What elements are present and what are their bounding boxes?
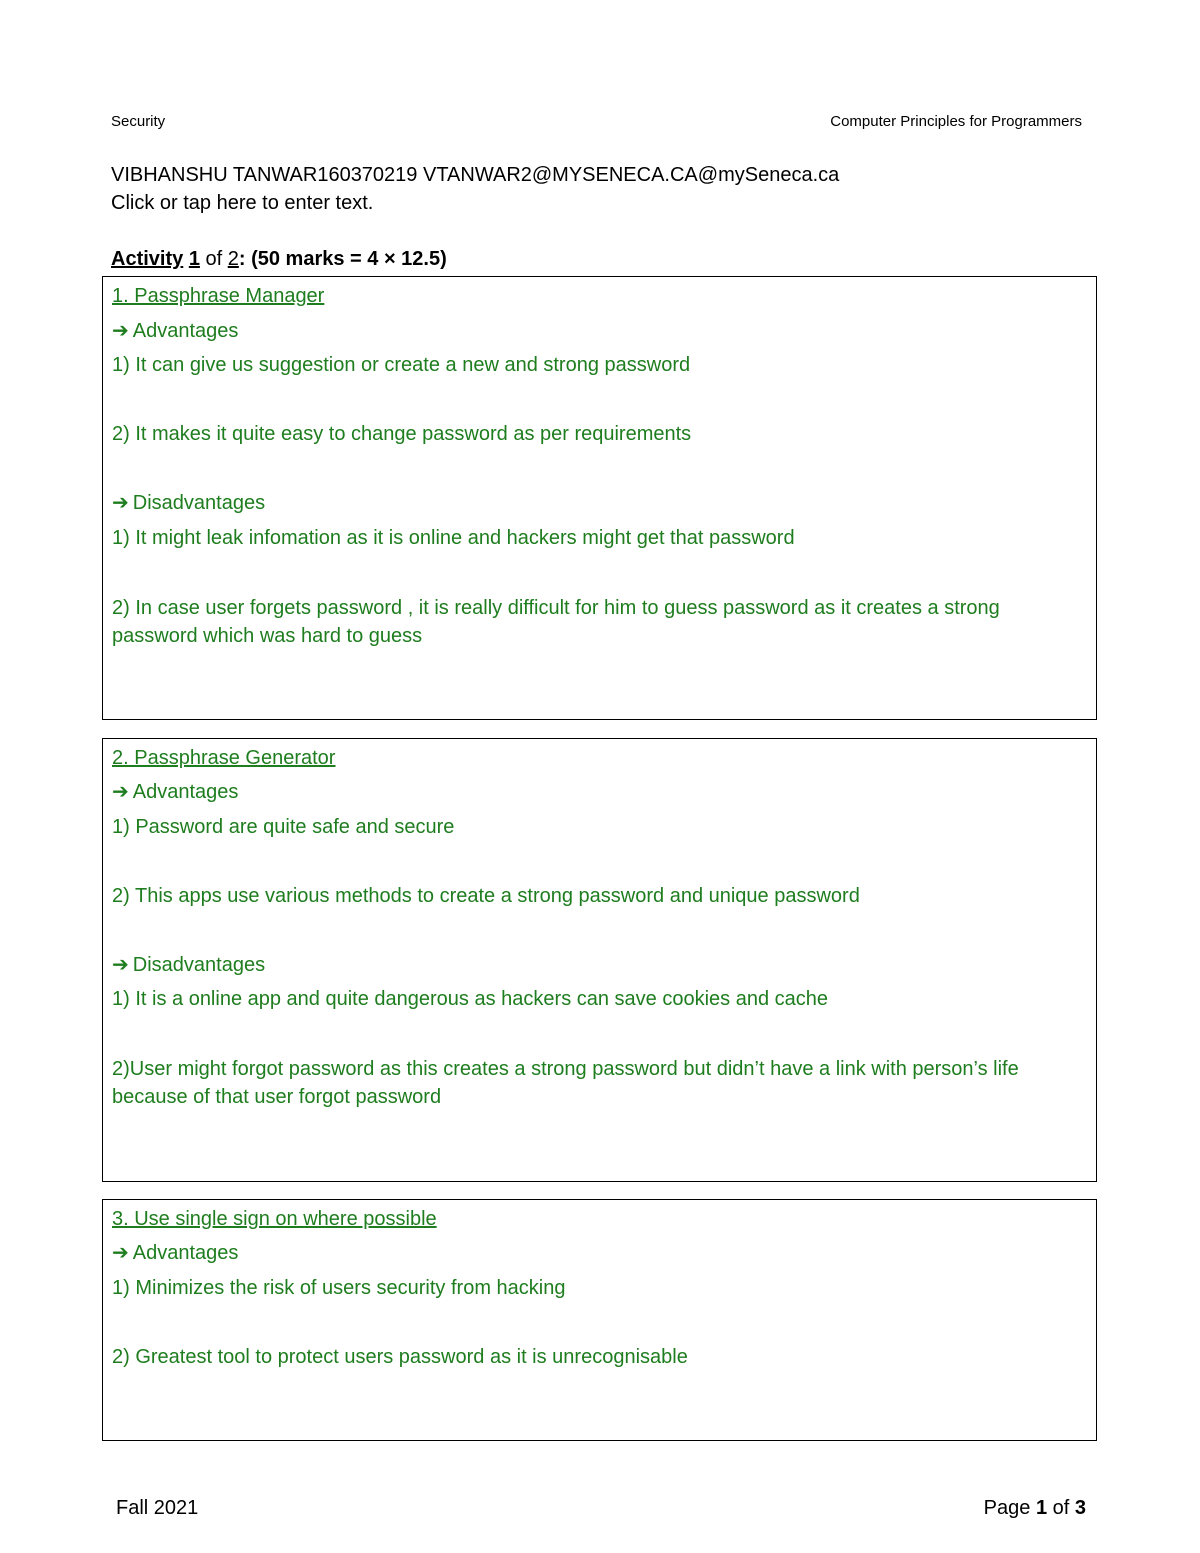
arrow-right-icon: ➔ xyxy=(112,954,129,976)
arrow-right-icon: ➔ xyxy=(112,320,129,342)
arrow-right-icon: ➔ xyxy=(112,1242,129,1264)
list-item: 2) This apps use various methods to create a strong password and unique password xyxy=(112,885,860,907)
disadvantages-heading xyxy=(112,951,265,979)
list-item: 1) It is a online app and quite dangerous as hackers can save cookies and cache xyxy=(112,988,829,1010)
section-title: 2. Passphrase Generator xyxy=(112,747,336,769)
advantages-heading xyxy=(112,317,238,345)
activity-of: of xyxy=(199,248,228,270)
page-of: of xyxy=(1052,1497,1070,1519)
disadvantages-heading xyxy=(112,489,265,517)
list-item: 2) In case user forgets password , it is really difficult for him to guess password as it creates a strong password which was hard to guess xyxy=(112,597,1000,647)
advantages-label: Advantages xyxy=(132,781,239,803)
section-title: 1. Passphrase Manager xyxy=(112,285,325,307)
list-item: 2) It makes it quite easy to change password as per requirements xyxy=(112,423,692,445)
answer-box-2[interactable] xyxy=(102,738,1097,1182)
answer-box-3[interactable] xyxy=(102,1199,1097,1441)
list-item: 2) Greatest tool to protect users password as it is unrecognisable xyxy=(112,1346,688,1368)
activity-num: 1 xyxy=(188,248,200,270)
activity-heading xyxy=(111,248,447,271)
advantages-heading xyxy=(112,1239,238,1267)
list-item: 1) Password are quite safe and secure xyxy=(112,816,455,838)
text-placeholder[interactable]: Click or tap here to enter text. xyxy=(111,192,374,214)
list-item: 1) It can give us suggestion or create a new and strong password xyxy=(112,354,691,376)
advantages-label: Advantages xyxy=(132,1242,239,1264)
list-item: 1) It might leak infomation as it is online and hackers might get that password xyxy=(112,527,795,549)
page-word: Page xyxy=(983,1497,1031,1519)
student-info[interactable]: VIBHANSHU TANWAR160370219 VTANWAR2@MYSENECA.CA@mySeneca.ca xyxy=(111,164,840,186)
page-current: 1 xyxy=(1035,1497,1048,1519)
arrow-right-icon: ➔ xyxy=(112,492,129,514)
list-item: 2)User might forgot password as this creates a strong password but didn’t have a link with person’s life because of that user forgot password xyxy=(112,1058,1019,1108)
section-title: 3. Use single sign on where possible xyxy=(112,1208,437,1230)
page-number xyxy=(984,1497,1086,1520)
footer-term: Fall 2021 xyxy=(116,1497,199,1519)
answer-box-1[interactable] xyxy=(102,276,1097,720)
activity-word: Activity xyxy=(111,248,184,270)
activity-total: 2 xyxy=(227,248,239,270)
list-item: 1) Minimizes the risk of users security from hacking xyxy=(112,1277,566,1299)
header-left: Security xyxy=(111,113,166,130)
advantages-heading xyxy=(112,778,238,806)
activity-rest: : (50 marks = 4 × 12.5) xyxy=(238,248,447,270)
page-total: 3 xyxy=(1074,1497,1086,1519)
disadvantages-label: Disadvantages xyxy=(132,954,266,976)
arrow-right-icon: ➔ xyxy=(112,781,129,803)
advantages-label: Advantages xyxy=(132,320,239,342)
disadvantages-label: Disadvantages xyxy=(132,492,266,514)
header-right: Computer Principles for Programmers xyxy=(830,113,1082,130)
